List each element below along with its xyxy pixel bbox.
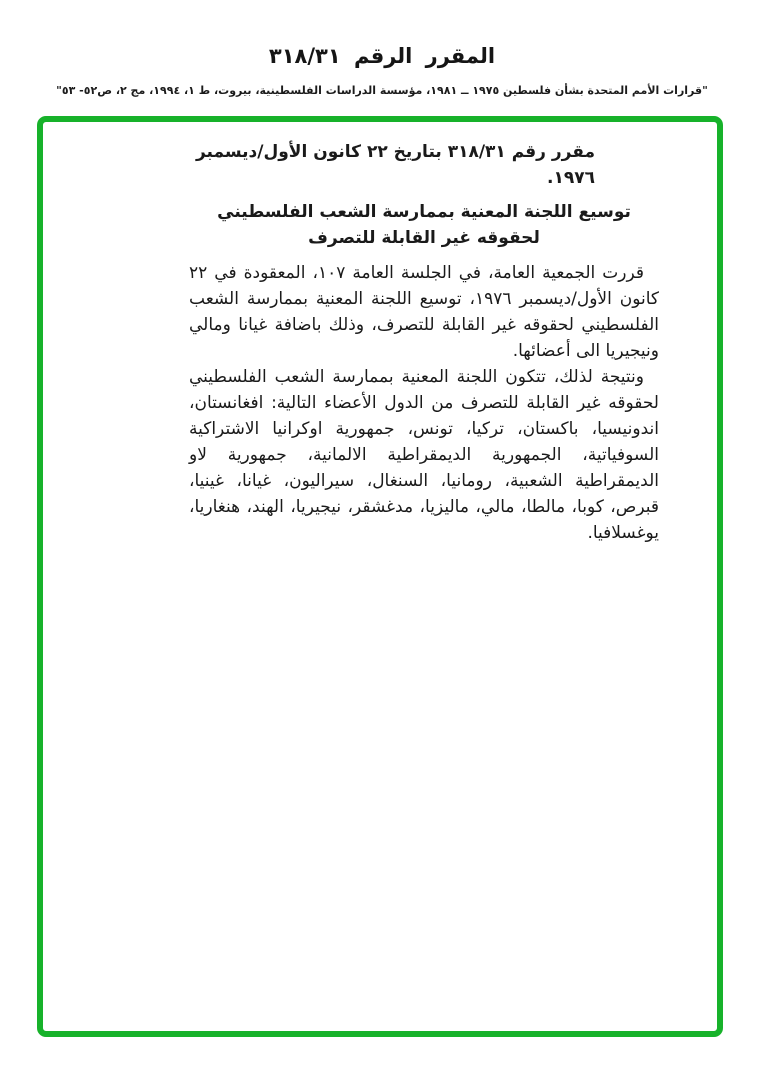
resolution-paragraph-1: قررت الجمعية العامة، في الجلسة العامة ١٠٧، المعقودة في ٢٢ كانون الأول/ديسمبر ١٩٧٦، توسيع اللجنة المعنية بممارسة الشعب الفلسطيني لحقوقه غير القابلة للتصرف، وذلك باضافة غيانا ومالي ونيجيريا الى أعضائها. <box>189 263 659 361</box>
resolution-heading-line2: لحقوقه غير القابلة للتصرف <box>308 228 540 248</box>
resolution-number-line: مقرر رقم ٣١٨/٣١ بتاريخ ٢٢ كانون الأول/ديسمبر ١٩٧٦. <box>195 142 595 188</box>
resolution-text-block <box>43 122 717 546</box>
source-citation-line: "قرارات الأمم المتحدة بشأن فلسطين ١٩٧٥ ــ ١٩٨١، مؤسسة الدراسات الفلسطينية، بيروت، ط ١، ١٩٩٤، مج ٢، ص٥٢- ٥٣" <box>56 84 708 97</box>
resolution-heading-line1: توسيع اللجنة المعنية بممارسة الشعب الفلسطيني <box>217 202 631 222</box>
resolution-paragraph-2: ونتيجة لذلك، تتكون اللجنة المعنية بممارسة الشعب الفلسطيني لحقوقه غير القابلة للتصرف من الدول الأعضاء التالية: افغانستان، اندونيسيا، باكستان، تركيا، تونس، جمهورية اوكرانيا الاشتراكية السوفياتية، الجمهورية الديمقراطية الالمانية، جمهورية لاو الديمقراطية الشعبية، رومانيا، السنغال، سيراليون، غيانا، غينيا، قبرص، كوبا، مالطا، مالي، ماليزيا، مدغشقر، نيجيريا، الهند، هنغاريا، يوغسلافيا. <box>189 367 659 543</box>
page-title: المقرر الرقم ٣١٨/٣١ <box>268 44 496 68</box>
resolution-heading <box>189 199 659 251</box>
resolution-border-box <box>37 116 723 1037</box>
